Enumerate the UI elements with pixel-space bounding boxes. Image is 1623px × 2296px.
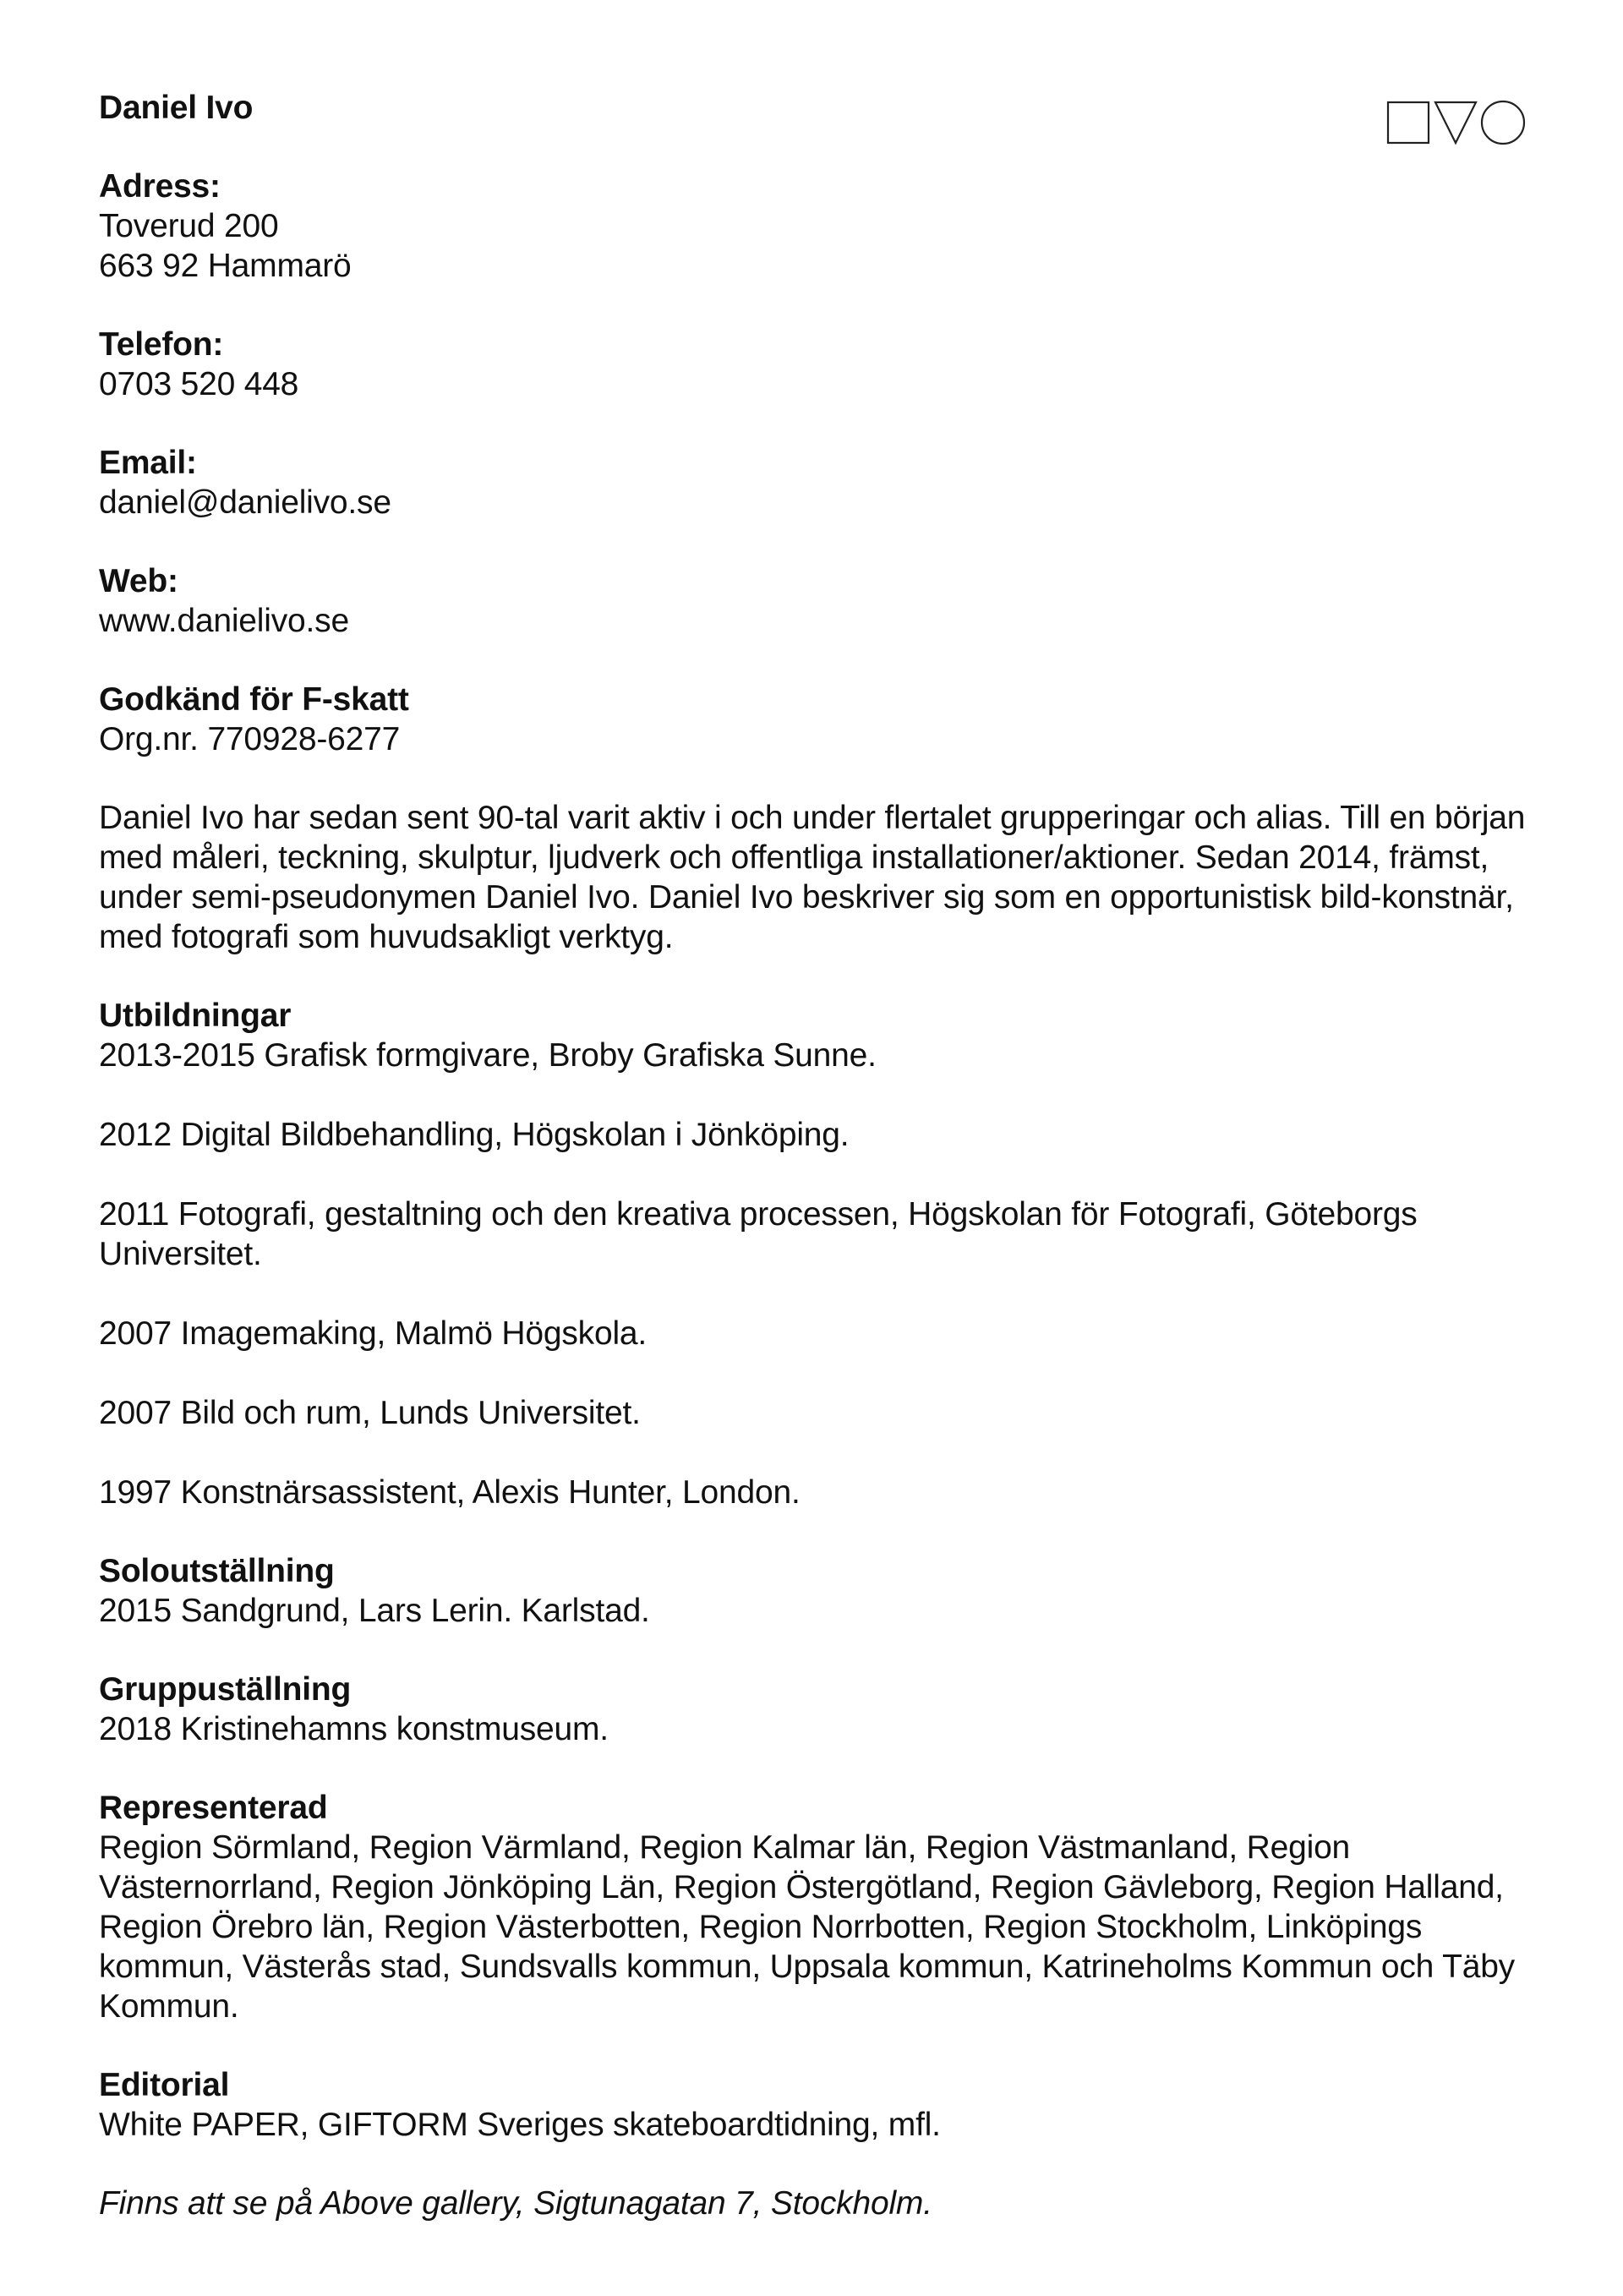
web-value[interactable]: www.danielivo.se (99, 603, 349, 639)
solo-value: 2015 Sandgrund, Lars Lerin. Karlstad. (99, 1593, 650, 1629)
education-item: 1997 Konstnärsassistent, Alexis Hunter, London. (99, 1474, 801, 1511)
tax-section (99, 680, 1536, 759)
email-section (99, 443, 1536, 522)
represented-section (99, 1788, 1536, 2026)
footer-note: Finns att se på Above gallery, Sigtunagatan 7, Stockholm. (99, 2185, 932, 2222)
bio-section (99, 798, 1536, 957)
represented-label: Representerad (99, 1790, 328, 1826)
education-item: 2013-2015 Grafisk formgivare, Broby Grafiska Sunne. (99, 1037, 877, 1074)
bio-paragraph: Daniel Ivo har sedan sent 90-tal varit aktiv i och under flertalet grupperingar och alias. Till en början med måleri, teckning, skulptur, ljudverk och offentliga installationer/aktioner. Sedan 2014, främst, under semi-pseudonymen Daniel Ivo. Daniel Ivo beskriver sig som en opportunistisk bild-konstnär, med fotografi som huvudsakligt verktyg. (99, 800, 1526, 955)
address-line-2: 663 92 Hammarö (99, 248, 352, 284)
tax-label: Godkänd för F-skatt (99, 681, 409, 718)
education-item: 2012 Digital Bildbehandling, Högskolan i Jönköping. (99, 1117, 850, 1153)
address-section (99, 167, 1536, 286)
address-line-1: Toverud 200 (99, 208, 279, 244)
cv-document (99, 88, 1536, 2262)
phone-section (99, 325, 1536, 404)
represented-value: Region Sörmland, Region Värmland, Region Kalmar län, Region Västmanland, Region Västernorrland, Region Jönköping Län, Region Östergötland, Region Gävleborg, Region Halland, Region Örebro län, Region Västerbotten, Region Norrbotten, Region Stockholm, Linköpings kommun, Västerås stad, Sundsvalls kommun, Uppsala kommun, Katrineholms Kommun och Täby Kommun. (99, 1829, 1515, 2025)
education-item: 2007 Imagemaking, Malmö Högskola. (99, 1315, 648, 1352)
footer-note-section (99, 2184, 1536, 2223)
education-item: 2007 Bild och rum, Lunds Universitet. (99, 1395, 641, 1431)
education-label: Utbildningar (99, 998, 292, 1034)
email-value[interactable]: daniel@danielivo.se (99, 484, 391, 521)
group-exhibition-section (99, 1670, 1536, 1749)
web-section (99, 561, 1536, 641)
org-number: Org.nr. 770928-6277 (99, 721, 401, 757)
editorial-section (99, 2065, 1536, 2145)
education-item: 2011 Fotografi, gestaltning och den kreativa processen, Högskolan för Fotografi, Göteborgs Universitet. (99, 1196, 1418, 1272)
email-label: Email: (99, 445, 197, 481)
group-value: 2018 Kristinehamns konstmuseum. (99, 1711, 609, 1747)
editorial-label: Editorial (99, 2067, 230, 2103)
address-label: Adress: (99, 168, 221, 205)
web-label: Web: (99, 563, 178, 599)
person-name: Daniel Ivo (99, 90, 254, 126)
phone-label: Telefon: (99, 326, 224, 363)
solo-exhibition-section (99, 1551, 1536, 1631)
editorial-value: White PAPER, GIFTORM Sveriges skateboardtidning, mfl. (99, 2107, 941, 2143)
education-section (99, 996, 1536, 1512)
group-label: Gruppuställning (99, 1671, 352, 1708)
solo-label: Soloutställning (99, 1553, 335, 1589)
phone-value: 0703 520 448 (99, 366, 299, 402)
name-section (99, 88, 1536, 128)
